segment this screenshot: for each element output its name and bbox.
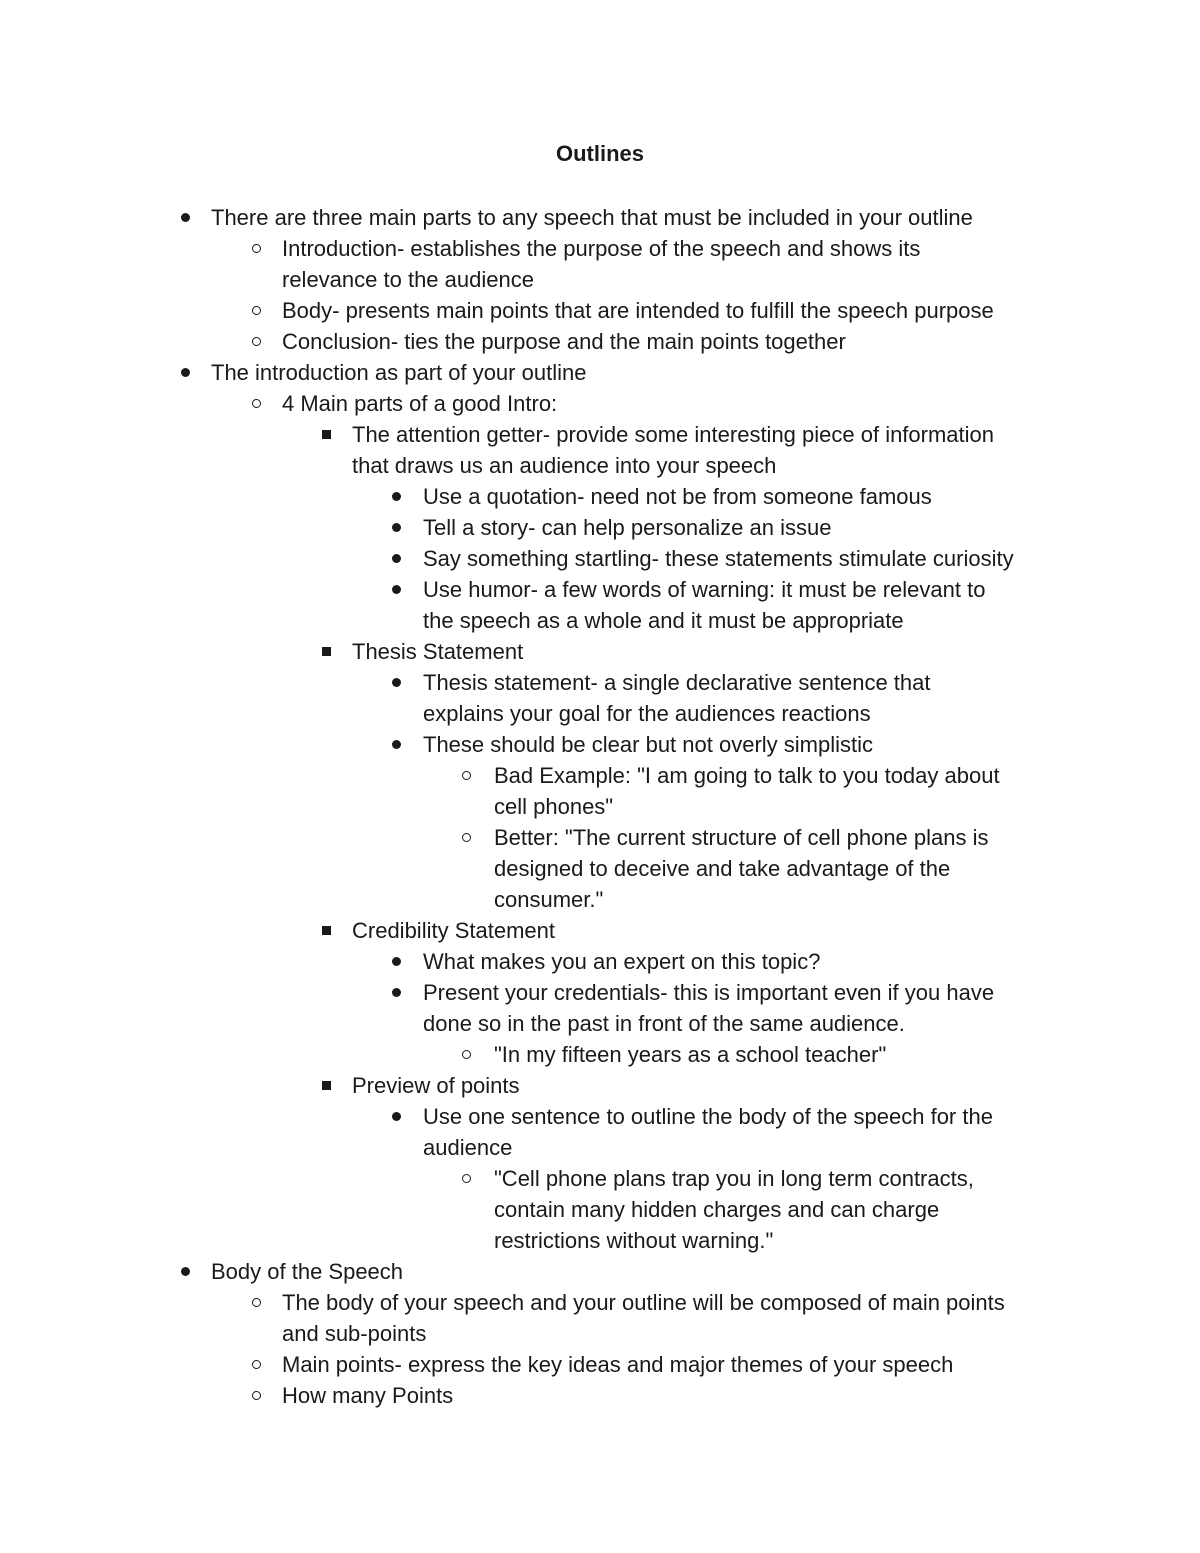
outline-item xyxy=(0,1225,1200,1256)
page-title: Outlines xyxy=(555,141,644,166)
outline-item xyxy=(0,1163,1200,1194)
outline-item-text: cell phones" xyxy=(494,794,614,819)
outline-item-text: The attention getter- provide some interesting piece of information xyxy=(352,422,995,447)
outline-item xyxy=(0,1318,1200,1349)
outline-item xyxy=(0,1039,1200,1070)
square-bullet-icon xyxy=(316,419,336,450)
disc-bullet-icon xyxy=(175,202,195,233)
outline-item xyxy=(0,481,1200,512)
disc-bullet-icon xyxy=(386,512,406,543)
outline-item xyxy=(0,1349,1200,1380)
outline-item-text: done so in the past in front of the same audience. xyxy=(423,1011,905,1036)
outline-item xyxy=(0,822,1200,853)
outline-item xyxy=(0,264,1200,295)
disc-bullet-icon xyxy=(386,574,406,605)
circle-bullet-icon xyxy=(246,1349,266,1380)
outline-item xyxy=(0,512,1200,543)
outline-item-text: 4 Main parts of a good Intro: xyxy=(282,391,558,416)
outline-item-text: What makes you an expert on this topic? xyxy=(423,949,821,974)
disc-bullet-icon xyxy=(386,946,406,977)
circle-bullet-icon xyxy=(456,760,476,791)
disc-bullet-icon xyxy=(175,357,195,388)
outline-item xyxy=(0,295,1200,326)
outline-item xyxy=(0,202,1200,233)
outline-list xyxy=(0,202,1200,1411)
outline-item-text: Body of the Speech xyxy=(211,1259,404,1284)
outline-item-text: that draws us an audience into your speech xyxy=(352,453,777,478)
outline-item-text: These should be clear but not overly simplistic xyxy=(423,732,873,757)
outline-item-text: relevance to the audience xyxy=(282,267,534,292)
outline-item-text: Use humor- a few words of warning: it must be relevant to xyxy=(423,577,986,602)
circle-bullet-icon xyxy=(246,295,266,326)
outline-item xyxy=(0,1256,1200,1287)
outline-item xyxy=(0,450,1200,481)
outline-item-text: Use one sentence to outline the body of the speech for the xyxy=(423,1104,993,1129)
outline-item-text: Better: "The current structure of cell phone plans is xyxy=(494,825,989,850)
outline-item xyxy=(0,543,1200,574)
outline-item-text: the speech as a whole and it must be appropriate xyxy=(423,608,904,633)
disc-bullet-icon xyxy=(386,543,406,574)
outline-item-text: restrictions without warning." xyxy=(494,1228,774,1253)
circle-bullet-icon xyxy=(246,388,266,419)
outline-item xyxy=(0,1380,1200,1411)
outline-item-text: Say something startling- these statements stimulate curiosity xyxy=(423,546,1014,571)
outline-item xyxy=(0,667,1200,698)
outline-item-text: Conclusion- ties the purpose and the main points together xyxy=(282,329,846,354)
outline-item xyxy=(0,760,1200,791)
outline-item-text: designed to deceive and take advantage of the xyxy=(494,856,951,881)
outline-item-text: Use a quotation- need not be from someone famous xyxy=(423,484,932,509)
outline-item-text: The body of your speech and your outline will be composed of main points xyxy=(282,1290,1005,1315)
circle-bullet-icon xyxy=(246,233,266,264)
outline-item xyxy=(0,1070,1200,1101)
outline-item xyxy=(0,357,1200,388)
outline-item-text: "In my fifteen years as a school teacher" xyxy=(494,1042,887,1067)
outline-item-text: There are three main parts to any speech that must be included in your outline xyxy=(211,205,973,230)
outline-item xyxy=(0,326,1200,357)
outline-item-text: contain many hidden charges and can charge xyxy=(494,1197,940,1222)
disc-bullet-icon xyxy=(386,729,406,760)
outline-item xyxy=(0,1132,1200,1163)
outline-item-text: audience xyxy=(423,1135,513,1160)
circle-bullet-icon xyxy=(246,1380,266,1411)
outline-item xyxy=(0,977,1200,1008)
outline-item xyxy=(0,1194,1200,1225)
outline-item xyxy=(0,1008,1200,1039)
outline-item-text: Preview of points xyxy=(352,1073,520,1098)
circle-bullet-icon xyxy=(456,822,476,853)
outline-item xyxy=(0,915,1200,946)
outline-item-text: Bad Example: "I am going to talk to you today about xyxy=(494,763,1000,788)
outline-item-text: Credibility Statement xyxy=(352,918,555,943)
outline-item-text: Body- presents main points that are intended to fulfill the speech purpose xyxy=(282,298,994,323)
outline-item xyxy=(0,1101,1200,1132)
outline-item-text: "Cell phone plans trap you in long term contracts, xyxy=(494,1166,974,1191)
outline-item xyxy=(0,233,1200,264)
outline-item-text: Thesis Statement xyxy=(352,639,524,664)
circle-bullet-icon xyxy=(456,1039,476,1070)
outline-item xyxy=(0,791,1200,822)
outline-item-text: How many Points xyxy=(282,1383,454,1408)
outline-item-text: Main points- express the key ideas and major themes of your speech xyxy=(282,1352,954,1377)
circle-bullet-icon xyxy=(246,1287,266,1318)
outline-item-text: consumer." xyxy=(494,887,604,912)
disc-bullet-icon xyxy=(386,481,406,512)
disc-bullet-icon xyxy=(386,1101,406,1132)
square-bullet-icon xyxy=(316,636,336,667)
outline-item-text: The introduction as part of your outline xyxy=(211,360,587,385)
outline-item xyxy=(0,388,1200,419)
outline-item-text: Tell a story- can help personalize an issue xyxy=(423,515,832,540)
outline-item xyxy=(0,574,1200,605)
outline-item-text: and sub-points xyxy=(282,1321,427,1346)
outline-item xyxy=(0,729,1200,760)
circle-bullet-icon xyxy=(456,1163,476,1194)
disc-bullet-icon xyxy=(175,1256,195,1287)
outline-item xyxy=(0,698,1200,729)
outline-item-text: explains your goal for the audiences reactions xyxy=(423,701,871,726)
outline-item xyxy=(0,853,1200,884)
disc-bullet-icon xyxy=(386,667,406,698)
outline-item-text: Thesis statement- a single declarative sentence that xyxy=(423,670,931,695)
outline-item xyxy=(0,636,1200,667)
outline-item-text: Introduction- establishes the purpose of the speech and shows its xyxy=(282,236,921,261)
square-bullet-icon xyxy=(316,1070,336,1101)
outline-item xyxy=(0,605,1200,636)
outline-item xyxy=(0,946,1200,977)
outline-item xyxy=(0,419,1200,450)
disc-bullet-icon xyxy=(386,977,406,1008)
circle-bullet-icon xyxy=(246,326,266,357)
outline-item-text: Present your credentials- this is important even if you have xyxy=(423,980,995,1005)
square-bullet-icon xyxy=(316,915,336,946)
outline-item xyxy=(0,884,1200,915)
outline-item xyxy=(0,1287,1200,1318)
